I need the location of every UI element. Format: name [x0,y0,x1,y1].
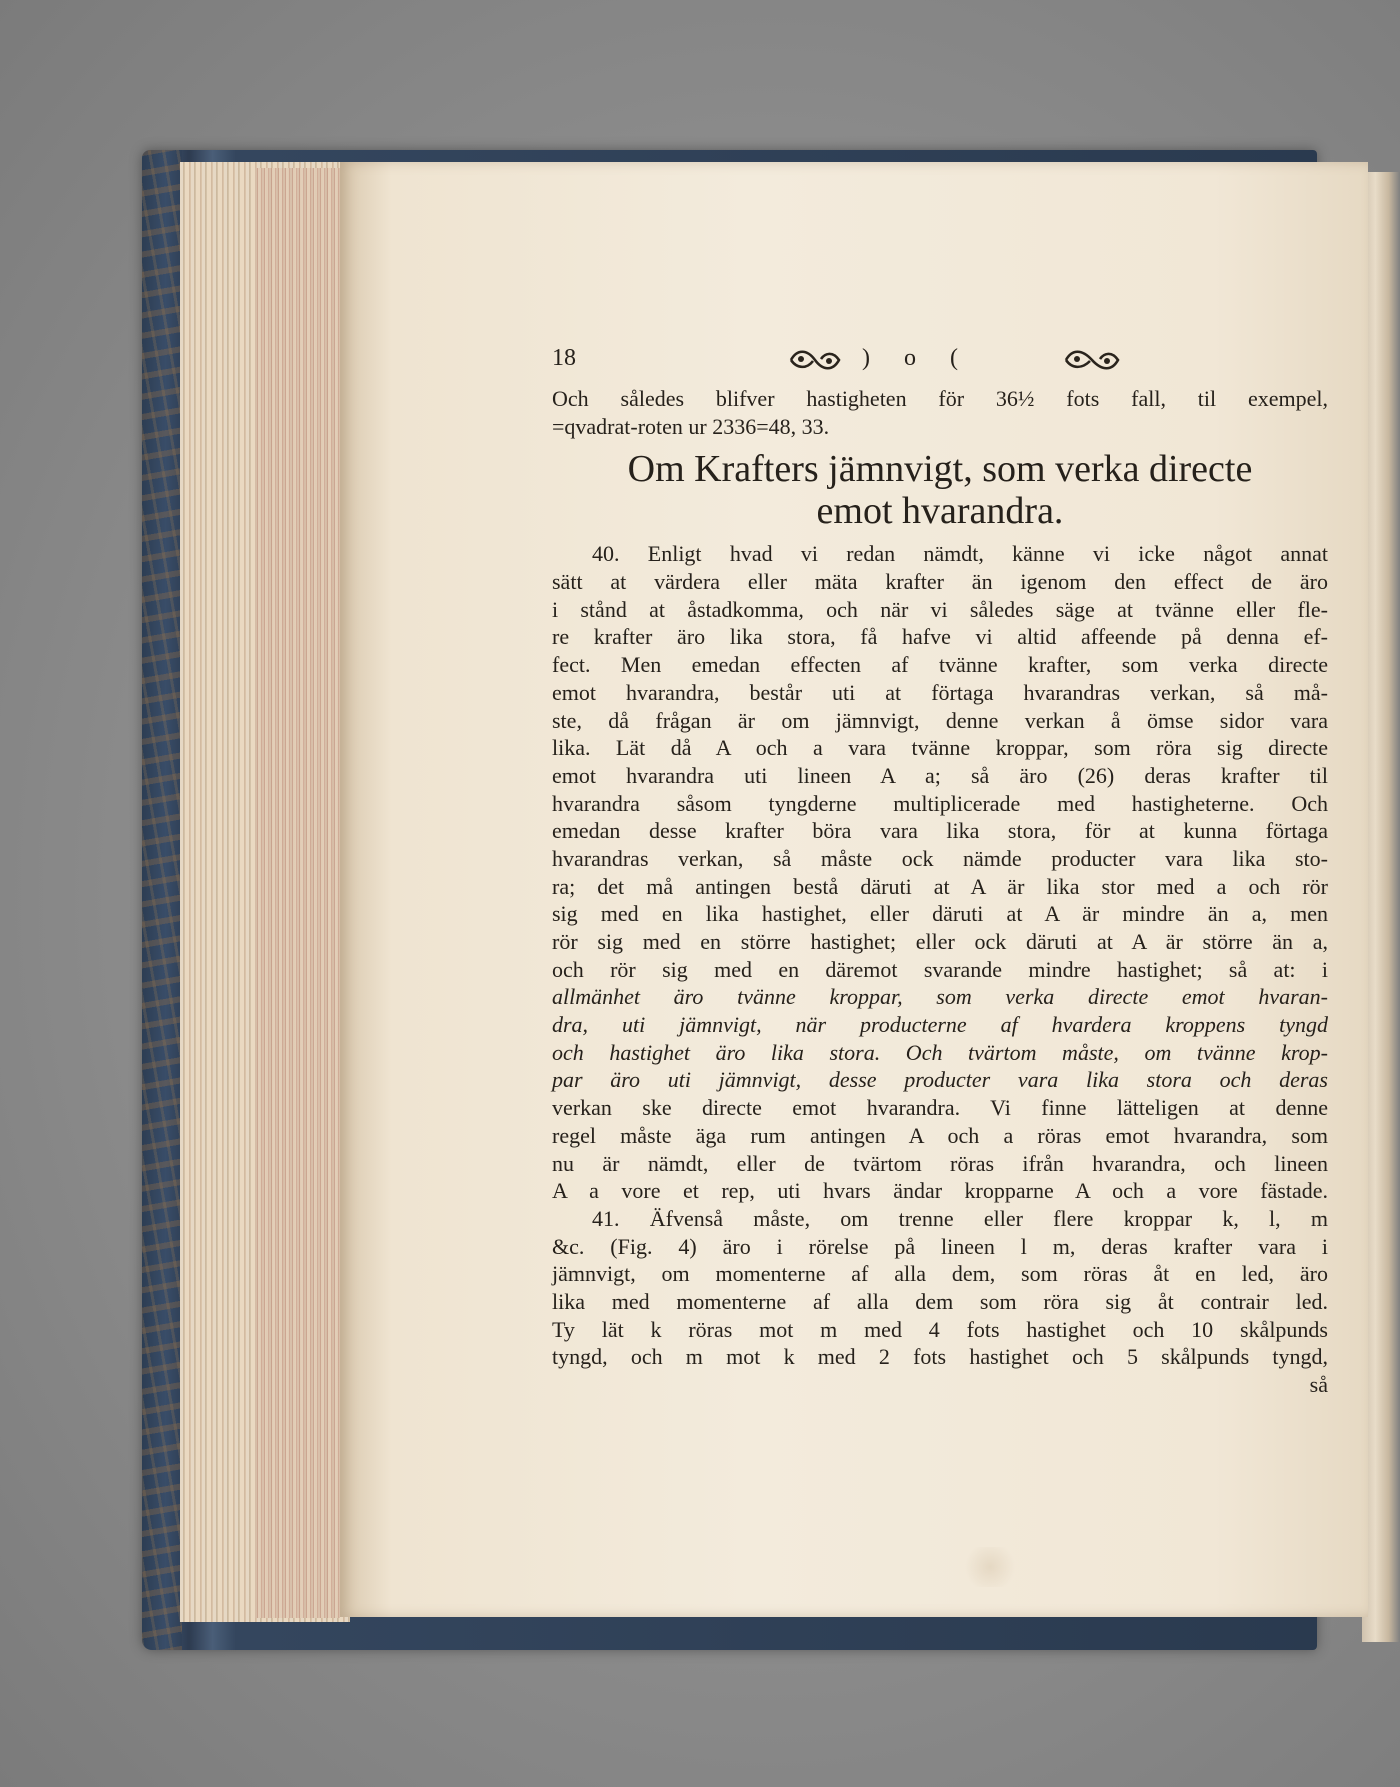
header-ornament-text: ) o ( [862,345,958,371]
paragraph-40-line: 40. Enligt hvad vi redan nämdt, känne vi icke något annat [592,541,1328,567]
catchword: så [1309,1372,1328,1397]
right-ornament-icon [1062,347,1122,379]
paragraph-40-line: ra; det må antingen bestå däruti at A är lika stor med a och rör [552,873,1328,899]
paragraph-41-line: 41. Äfvenså måste, om trenne eller flere kroppar k, l, m [592,1205,1328,1231]
italic-rule-line: allmänhet äro tvänne kroppar, som verka directe emot hvaran- [552,984,1328,1010]
paragraph-41-line: tyngd, och m mot k med 2 fots hastighet och 5 skålpunds tyngd, [552,1344,1328,1370]
paragraph-40-line: hvarandras verkan, så måste ock nämde producter vara lika sto- [552,845,1328,871]
italic-rule-line: par äro uti jämnvigt, desse producter vara lika stora och deras [552,1067,1328,1093]
paragraph-40-line: emot hvarandra uti lineen A a; så äro (26) deras krafter til [552,762,1328,788]
paragraph-40-line: rör sig med en större hastighet; eller ock däruti at A är större än a, [552,929,1328,954]
paragraph-41-line: jämnvigt, om momenterne af alla dem, som röras åt en led, äro [552,1261,1328,1287]
section-heading: Om Krafters jämnvigt, som verka directe [627,448,1253,491]
text-line: Och således blifver hastigheten för 36½ fots fall, til exempel, [552,386,1328,411]
paper-stain [960,1547,1020,1587]
paragraph-40-line: nu är nämdt, eller de tvärtom röras ifrån hvarandra, och lineen [552,1150,1328,1176]
paragraph-41-line: lika med momenterne af alla dem som röra sig åt contrair led. [552,1288,1328,1314]
paragraph-40-line: fect. Men emedan effecten af tvänne krafter, som verka directe [552,652,1328,678]
page-number: 18 [552,345,576,371]
paragraph-40-line: hvarandra såsom tyngderne multiplicerade med hastigheterne. Och [552,790,1328,816]
paragraph-41-line: Ty lät k röras mot m med 4 fots hastighet och 10 skålpunds [552,1316,1328,1342]
section-heading-line2: emot hvarandra. [816,490,1064,533]
paragraph-40-line: lika. Lät då A och a vara tvänne kroppar, som röra sig directe [552,735,1328,761]
paragraph-40-line: regel måste äga rum antingen A och a röras emot hvarandra, som [552,1122,1328,1148]
paragraph-41-line: &c. (Fig. 4) äro i rörelse på lineen l m, deras krafter vara i [552,1233,1328,1259]
paragraph-40-line: verkan ske directe emot hvarandra. Vi finne lätteligen at denne [552,1095,1328,1121]
marbled-cover-edge [142,150,182,1650]
paragraph-40-line: i stånd at åstadkomma, och när vi således säge at tvänne eller fle- [552,596,1328,622]
paragraph-40-line: ste, då frågan är om jämnvigt, denne verkan å ömse sidor vara [552,707,1328,733]
paragraph-40-line: sig med en lika hastighet, eller däruti at A är mindre än a, men [552,901,1328,927]
paragraph-40-line: emot hvarandra, består uti at förtaga hvarandras verkan, så må- [552,679,1328,705]
page-text-block [552,345,1328,1399]
text-line: =qvadrat-roten ur 2336=48, 33. [552,413,830,439]
left-ornament-icon [787,347,843,379]
paragraph-40-line: och rör sig med en däremot svarande mindre hastighet; så at: i [552,956,1328,982]
paragraph-40-line: A a vore et rep, uti hvars ändar kropparne A och a vore fästade. [552,1178,1328,1204]
paragraph-40-line: emedan desse krafter böra vara lika stora, för at kunna förtaga [552,818,1328,844]
red-page-edges [255,168,340,1618]
italic-rule-line: och hastighet äro lika stora. Och tvärtom måste, om tvänne krop- [552,1039,1328,1065]
running-header [552,345,1328,385]
paragraph-40-line: re krafter äro lika stora, få hafve vi altid affeende på denna ef- [552,624,1328,650]
italic-rule-line: dra, uti jämnvigt, när producterne af hvardera kroppens tyngd [552,1012,1328,1038]
paragraph-40-line: sätt at värdera eller mäta krafter än igenom den effect de äro [552,569,1328,595]
